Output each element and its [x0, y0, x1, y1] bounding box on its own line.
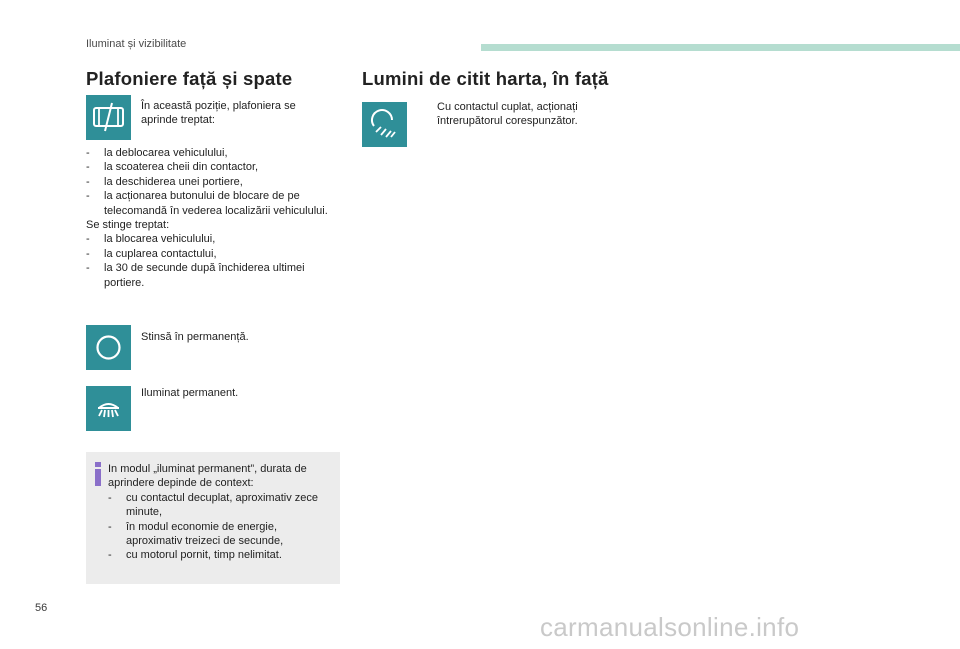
list-item: - la deblocarea vehiculului, — [86, 147, 228, 159]
list-item: - cu contactul decuplat, aproximativ zece minute, — [108, 491, 318, 519]
section-label: Iluminat și vizibilitate — [86, 38, 187, 50]
list-item: - la 30 de secunde după închiderea ultimei portiere. — [86, 262, 305, 289]
list-item: - la blocarea vehiculului, — [86, 233, 216, 246]
lamp-on-icon — [86, 386, 131, 431]
on-conditions-list — [86, 146, 336, 218]
lamp-off-icon — [86, 325, 131, 370]
list-item: - cu motorul pornit, timp nelimitat. — [108, 549, 282, 562]
list-item: - la acționarea butonului de blocare de pe telecomandă în vederea localizării vehiculului. — [86, 190, 328, 217]
on-mode-text: Iluminat permanent. — [141, 387, 239, 399]
header-accent-bar — [481, 44, 960, 51]
door-mode-text: În această poziție, plafoniera se aprinde treptat: — [141, 100, 296, 127]
info-note-list — [108, 491, 336, 563]
list-item: - în modul economie de energie, aproximativ treizeci de secunde, — [108, 520, 284, 548]
off-mode-text: Stinsă în permanență. — [141, 331, 249, 343]
map-reading-lamp-icon — [362, 102, 407, 147]
map-lamp-text: Cu contactul cuplat, acționați întrerupătorul corespunzător. — [437, 101, 578, 128]
section-title-courtesy-lamps: Plafoniere față și spate — [86, 68, 293, 89]
off-heading: Se stinge treptat: — [86, 219, 170, 232]
info-icon — [94, 462, 102, 486]
page-number: 56 — [35, 602, 48, 614]
list-item: - la deschiderea unei portiere, — [86, 175, 243, 188]
list-item: - la cuplarea contactului, — [86, 247, 217, 260]
off-conditions-list — [86, 232, 336, 290]
door-courtesy-icon — [86, 95, 131, 140]
info-note-content — [108, 462, 336, 563]
list-item: - la scoaterea cheii din contactor, — [86, 161, 259, 174]
door-mode-details — [86, 146, 336, 290]
watermark: carmanualsonline.info — [540, 612, 800, 642]
section-title-map-lamps: Lumini de citit harta, în față — [362, 68, 609, 89]
info-note-text: In modul „iluminat permanent”, durata de aprindere depinde de context: — [108, 463, 307, 490]
